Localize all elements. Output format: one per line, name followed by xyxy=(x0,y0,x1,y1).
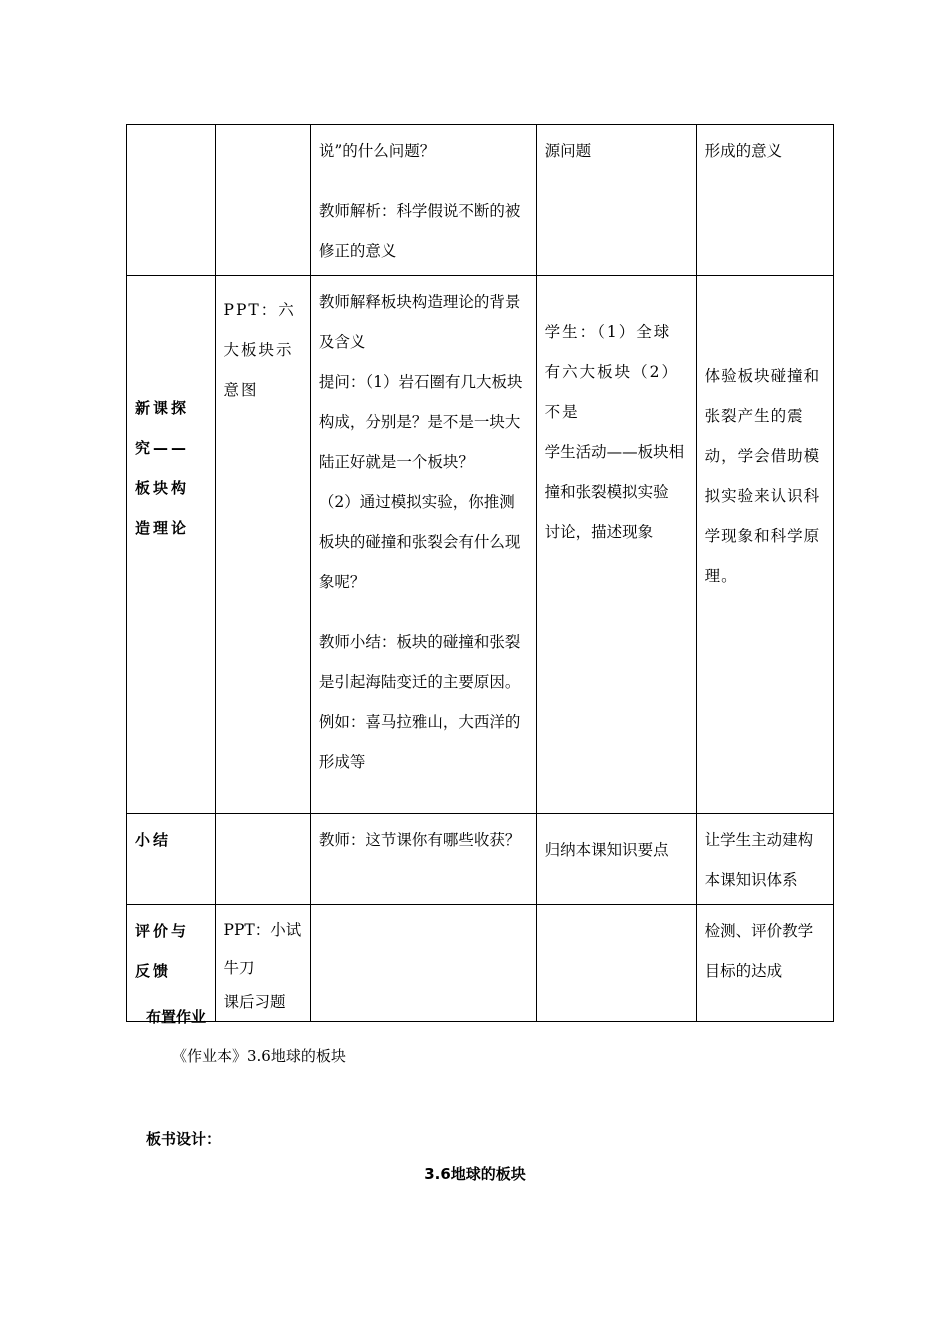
student-activity-cell: 源问题 xyxy=(536,125,696,276)
teacher-activity-cell xyxy=(310,905,536,1022)
table-row xyxy=(127,276,834,814)
design-intent-cell: 检测、评价教学目标的达成 xyxy=(696,905,833,1022)
homework-heading: 布置作业 xyxy=(146,1008,207,1026)
design-intent-cell: 体验板块碰撞和张裂产生的震动，学会借助模拟实验来认识科学现象和科学原理。 xyxy=(696,276,833,814)
lesson-plan-table xyxy=(126,124,834,1022)
homework-text: 《作业本》3.6地球的板块 xyxy=(172,1047,346,1065)
table-row xyxy=(127,814,834,905)
stage-cell: 小结 xyxy=(127,814,216,905)
table-row xyxy=(127,905,834,1022)
resource-cell xyxy=(215,814,310,905)
student-activity-cell: 学生：（1）全球有六大板块（2）不是 学生活动——板块相撞和张裂模拟实验 讨论，描述现象 xyxy=(536,276,696,814)
teacher-activity-cell: 教师：这节课你有哪些收获？ xyxy=(310,814,536,905)
design-intent-cell: 让学生主动建构本课知识体系 xyxy=(696,814,833,905)
resource-cell xyxy=(215,125,310,276)
teacher-activity-cell: 教师解释板块构造理论的背景及含义 提问：（1）岩石圈有几大板块构成，分别是？是不是一块大陆正好就是一个板块？ （2）通过模拟实验，你推测板块的碰撞和张裂会有什么现象呢？ 教师小结：板块的碰撞和张裂是引起海陆变迁的主要原因。例如：喜马拉雅山，大西洋的形成等 xyxy=(310,276,536,814)
teacher-activity-cell: 说”的什么问题？ 教师解析：科学假说不断的被修正的意义 xyxy=(310,125,536,276)
resource-cell: PPT：小试牛刀 课后习题 xyxy=(215,905,310,1022)
design-intent-cell: 形成的意义 xyxy=(696,125,833,276)
stage-cell: 新课探究——板块构造理论 xyxy=(127,276,216,814)
student-activity-cell xyxy=(536,905,696,1022)
stage-cell: 评价与反馈 xyxy=(127,905,216,1022)
table-row xyxy=(127,125,834,276)
board-design-heading: 板书设计： xyxy=(146,1130,222,1148)
resource-cell: PPT：六大板块示意图 xyxy=(215,276,310,814)
stage-cell xyxy=(127,125,216,276)
board-design-title: 3.6地球的板块 xyxy=(424,1165,526,1183)
student-activity-cell: 归纳本课知识要点 xyxy=(536,814,696,905)
